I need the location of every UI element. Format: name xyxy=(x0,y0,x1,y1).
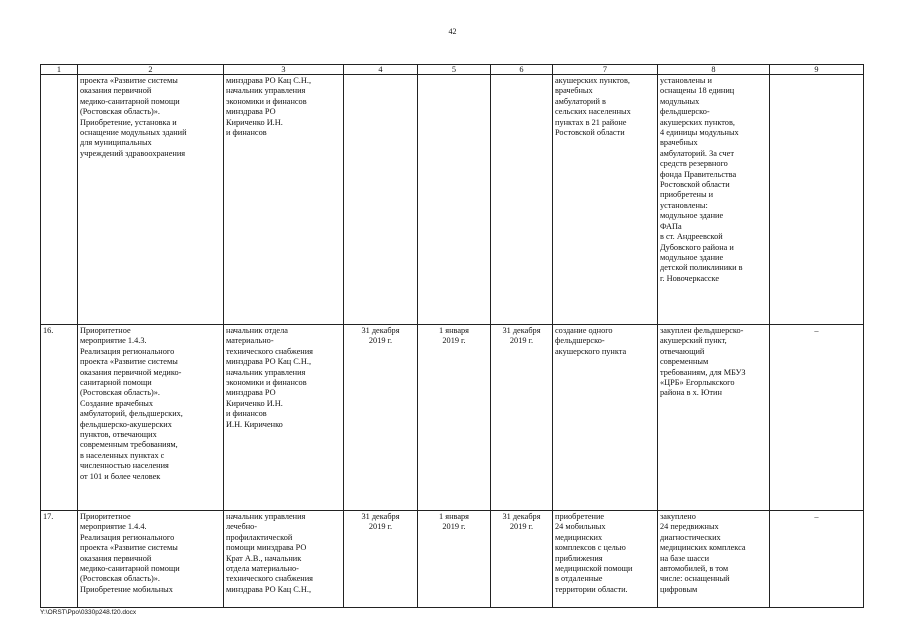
activity-name: Приоритетное мероприятие 1.4.3. Реализация регионального проекта «Развитие системы оказания первичной медико- санитарной помощи (Ростовская область)». Создание врачебных амбулаторий, фельдшерских, фельдшерско-акушерских пунктов, отвечающих современным требованиям, в населенных пунктах с численностью населения от 101 и более человек xyxy=(78,325,224,511)
col-header: 2 xyxy=(78,65,224,75)
page-number: 42 xyxy=(448,27,457,36)
planned-result: приобретение 24 мобильных медицинских комплексов с целью приближения медицинской помощи в отдаленные территории области. xyxy=(553,511,658,608)
planned-result: создание одного фельдшерско- акушерского пункта xyxy=(553,325,658,511)
row-number xyxy=(41,75,78,325)
row-number: 17. xyxy=(41,511,78,608)
col-header: 3 xyxy=(224,65,344,75)
responsible-person: начальник управления лечебно- профилактической помощи минздрава РО Крат А.В., начальник отдела материально- технического снабжения минздрава РО Кац С.Н., xyxy=(224,511,344,608)
planned-result: акушерских пунктов, врачебных амбулаторий в сельских населенных пунктах в 21 районе Ростовской области xyxy=(553,75,658,325)
actual-result: закуплено 24 передвижных диагностических медицинских комплекса на базе шасси автомобилей, в том числе: оснащенный цифровым xyxy=(658,511,770,608)
col-header: 5 xyxy=(418,65,491,75)
notes: – xyxy=(770,511,864,608)
table-row xyxy=(41,325,864,511)
actual-start-date: 1 января 2019 г. xyxy=(418,325,491,511)
col-header: 6 xyxy=(491,65,553,75)
actual-end-date: 31 декабря 2019 г. xyxy=(491,325,553,511)
responsible-person: начальник отдела материально- технического снабжения минздрава РО Кац С.Н., начальник управления экономики и финансов минздрава РО Кириченко И.Н. и финансов И.Н. Кириченко xyxy=(224,325,344,511)
planned-end-date: 31 декабря 2019 г. xyxy=(344,325,418,511)
report-table xyxy=(40,64,864,608)
col-header: 4 xyxy=(344,65,418,75)
col-header: 1 xyxy=(41,65,78,75)
responsible-person: минздрава РО Кац С.Н., начальник управления экономики и финансов минздрава РО Кириченко И.Н. и финансов xyxy=(224,75,344,325)
actual-start-date: 1 января 2019 г. xyxy=(418,511,491,608)
col-header: 7 xyxy=(553,65,658,75)
actual-end-date: 31 декабря 2019 г. xyxy=(491,511,553,608)
file-path-footer: Y:\ORST\Ppo\0330p248.f20.docx xyxy=(40,609,137,616)
planned-end-date xyxy=(344,75,418,325)
notes xyxy=(770,75,864,325)
actual-start-date xyxy=(418,75,491,325)
col-header: 8 xyxy=(658,65,770,75)
activity-name: Приоритетное мероприятие 1.4.4. Реализация регионального проекта «Развитие системы оказания первичной медико-санитарной помощи (Ростовская область)». Приобретение мобильных xyxy=(78,511,224,608)
actual-end-date xyxy=(491,75,553,325)
planned-end-date: 31 декабря 2019 г. xyxy=(344,511,418,608)
table-row xyxy=(41,511,864,608)
header-row xyxy=(41,65,864,75)
row-number: 16. xyxy=(41,325,78,511)
actual-result: закуплен фельдшерско- акушерский пункт, отвечающий современным требованиям, для МБУЗ «ЦРБ» Егорлыкского района в х. Ютин xyxy=(658,325,770,511)
table-row xyxy=(41,75,864,325)
col-header: 9 xyxy=(770,65,864,75)
actual-result: установлены и оснащены 18 единиц модульных фельдшерско- акушерских пунктов, 4 единицы модульных врачебных амбулаторий. За счет средств резервного фонда Правительства Ростовской области приобретены и установлены: модульное здание ФАПа в ст. Андреевской Дубовского района и модульное здание детской поликлиники в г. Новочеркасске xyxy=(658,75,770,325)
notes: – xyxy=(770,325,864,511)
activity-name: проекта «Развитие системы оказания первичной медико-санитарной помощи (Ростовская область)». Приобретение, установка и оснащение модульных зданий для муниципальных учреждений здравоохранения xyxy=(78,75,224,325)
